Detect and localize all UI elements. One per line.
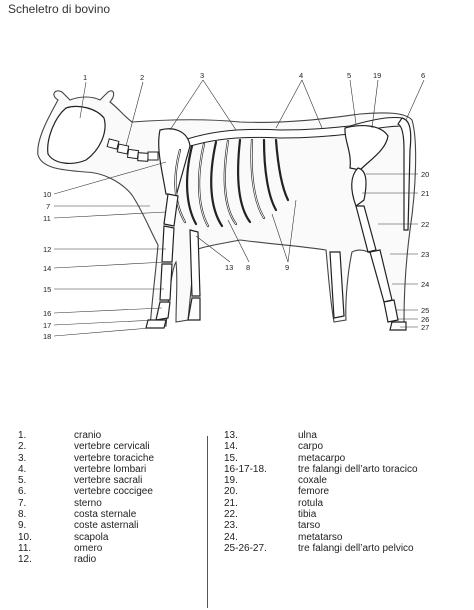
- legend-item: 3. vertebre toraciche: [18, 452, 155, 464]
- legend-item: 5. vertebre sacrali: [18, 475, 143, 487]
- callout-6: 6: [421, 71, 426, 80]
- legend-right-column: [224, 430, 470, 554]
- legend-item: 7. sterno: [18, 497, 102, 509]
- callout-18: 18: [43, 332, 52, 341]
- legend-item: 11. omero: [18, 542, 103, 554]
- callout-20: 20: [421, 170, 430, 179]
- callout-26: 26: [421, 315, 430, 324]
- callout-2: 2: [140, 73, 145, 82]
- callout-12: 12: [43, 245, 52, 254]
- legend-item: 13. ulna: [224, 430, 317, 441]
- callout-23: 23: [421, 250, 430, 259]
- callout-24: 24: [421, 280, 430, 289]
- callout-19: 19: [373, 71, 382, 80]
- femur-bone: [352, 168, 366, 206]
- callout-10: 10: [43, 190, 52, 199]
- legend: [0, 430, 474, 610]
- legend-item: 21. rotula: [224, 497, 324, 509]
- legend-item: 20. femore: [224, 486, 330, 498]
- callout-1: 1: [83, 73, 88, 82]
- callout-17: 17: [43, 321, 52, 330]
- legend-left-column: [18, 430, 203, 566]
- legend-item: 10. scapola: [18, 531, 109, 543]
- legend-item: 19. coxale: [224, 475, 327, 487]
- callout-9: 9: [285, 263, 290, 272]
- callout-4: 4: [299, 71, 304, 80]
- callout-3: 3: [200, 71, 205, 80]
- legend-item: 12. radio: [18, 554, 97, 566]
- callout-7: 7: [46, 202, 51, 211]
- legend-item: 23. tarso: [224, 520, 321, 532]
- legend-item: 6. vertebre coccigee: [18, 486, 153, 498]
- callout-21: 21: [421, 189, 430, 198]
- legend-item: 16-17-18. tre falangi dell’arto toracico: [224, 463, 418, 475]
- legend-item: 8. costa sternale: [18, 509, 137, 521]
- callout-27: 27: [421, 323, 430, 332]
- legend-item: 15. metacarpo: [224, 452, 346, 464]
- callout-11: 11: [43, 214, 51, 223]
- legend-item: 22. tibia: [224, 509, 317, 521]
- callout-14: 14: [43, 264, 52, 273]
- callout-15: 15: [43, 285, 52, 294]
- legend-item: 14. carpo: [224, 441, 324, 453]
- callout-25: 25: [421, 306, 430, 315]
- legend-item: 25-26-27. tre falangi dell’arto pelvico: [224, 542, 414, 554]
- legend-item: 1. cranio: [18, 430, 102, 441]
- callout-5: 5: [347, 71, 352, 80]
- legend-item: 4. vertebre lombari: [18, 463, 147, 475]
- callout-16: 16: [43, 309, 52, 318]
- legend-item: 24. metatarso: [224, 531, 343, 543]
- page-title: Scheletro di bovino: [8, 2, 111, 16]
- legend-item: 2. vertebre cervicali: [18, 441, 150, 453]
- callout-13: 13: [225, 263, 234, 272]
- callout-8: 8: [246, 263, 251, 272]
- callout-22: 22: [421, 220, 430, 229]
- legend-item: 9. coste asternali: [18, 520, 139, 532]
